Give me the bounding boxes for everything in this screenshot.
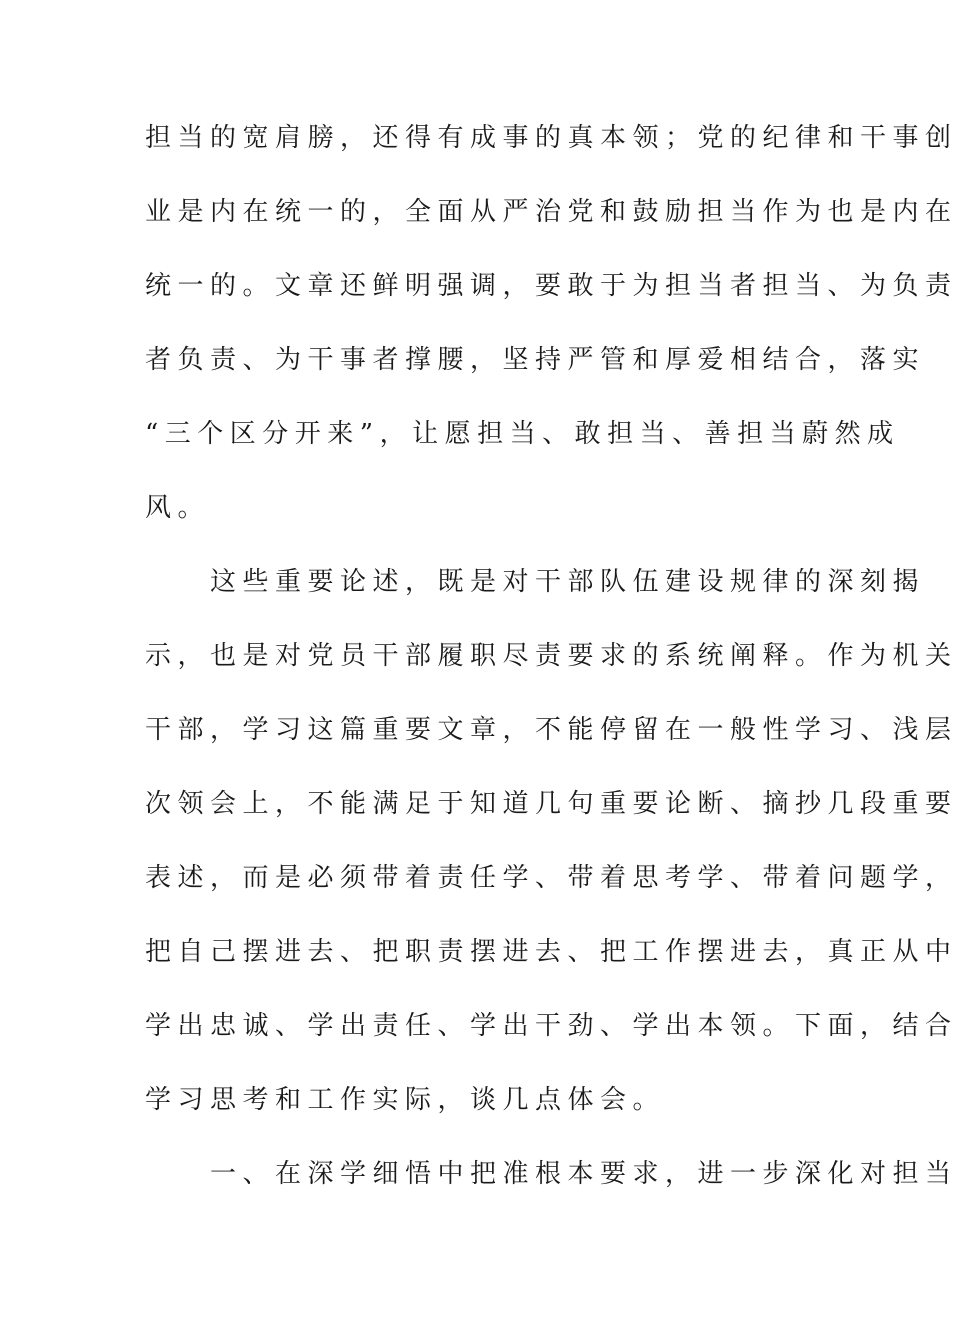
text-line: 者负责、为干事者撑腰，坚持严管和厚爱相结合，落实 <box>145 345 926 375</box>
text-line: 业是内在统一的，全面从严治党和鼓励担当作为也是内在 <box>145 197 958 227</box>
section-heading-line: 一、在深学细悟中把准根本要求，进一步深化对担当 <box>145 1159 958 1189</box>
text-line: 风。 <box>145 493 211 523</box>
text-line: 表述，而是必须带着责任学、带着思考学、带着问题学， <box>145 863 958 893</box>
text-line: 示，也是对党员干部履职尽责要求的系统阐释。作为机关 <box>145 641 958 671</box>
text-line: 干部，学习这篇重要文章，不能停留在一般性学习、浅层 <box>145 715 958 745</box>
text-line: 学习思考和工作实际，谈几点体会。 <box>145 1085 666 1115</box>
text-line: 次领会上，不能满足于知道几句重要论断、摘抄几段重要 <box>145 789 958 819</box>
text-line: 统一的。文章还鲜明强调，要敢于为担当者担当、为负责 <box>145 271 958 301</box>
text-line: 把自己摆进去、把职责摆进去、把工作摆进去，真正从中 <box>145 937 958 967</box>
text-line: 担当的宽肩膀，还得有成事的真本领；党的纪律和干事创 <box>145 123 958 153</box>
paragraph-start-line: 这些重要论述，既是对干部队伍建设规律的深刻揭 <box>145 567 926 597</box>
text-line: 学出忠诚、学出责任、学出干劲、学出本领。下面，结合 <box>145 1011 958 1041</box>
text-line: “三个区分开来”，让愿担当、敢担当、善担当蔚然成 <box>145 419 900 449</box>
